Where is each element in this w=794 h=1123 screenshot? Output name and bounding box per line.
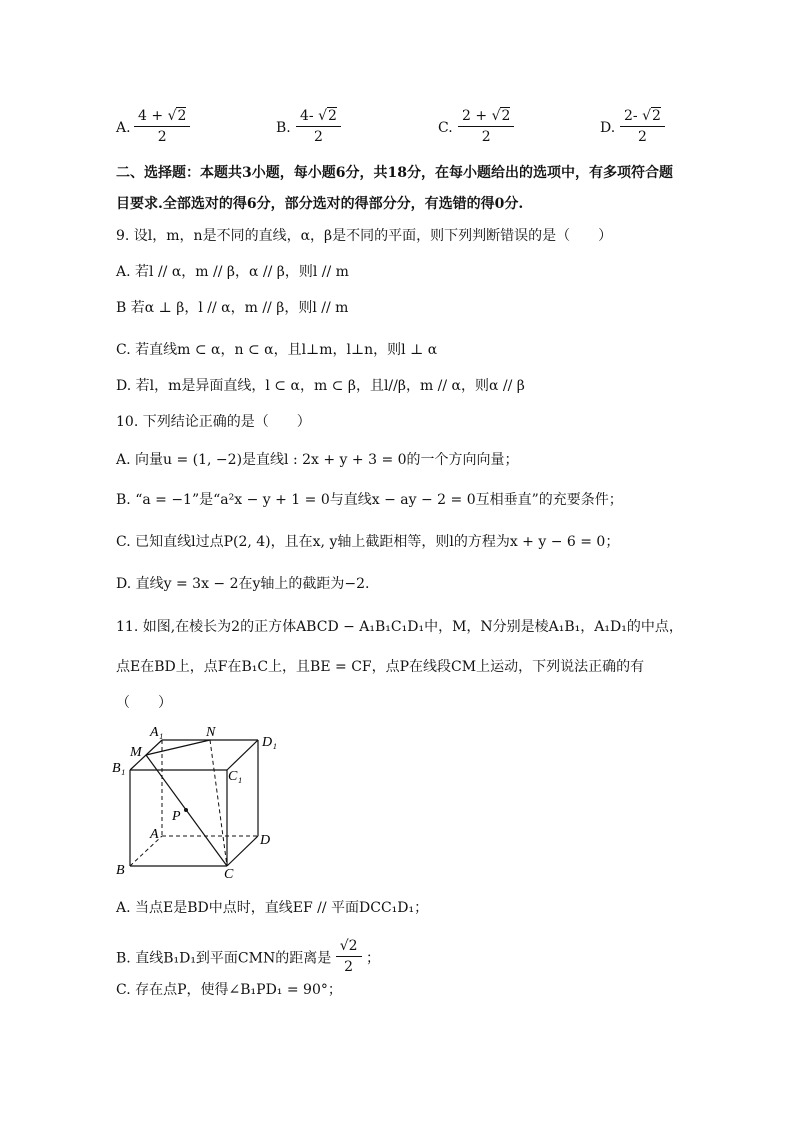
edge-d1-c1 [227,740,258,770]
q9-option-d: D. 若l，m是异面直线，l ⊂ α，m ⊂ β，且l//β，m // α，则α // β [116,378,525,394]
section-header-line2: 目要求.全部选对的得6分，部分选对的得部分分，有选错的得0分. [116,196,524,212]
q11-stem-line3: （ ） [116,695,172,711]
q11-option-b-end: ； [365,950,380,967]
label-c1: C₁ [228,769,243,784]
option-b-fraction: $\frac{4- √2}{2}$ [296,106,341,147]
option-c-label: C. [438,120,453,136]
option-d-label: D. [600,120,616,136]
section-header-line1: 二、选择题：本题共3小题，每小题6分，共18分，在每小题给出的选项中，有多项符合题 [116,165,673,181]
q11-stem-line2: 点E在BD上，点F在B₁C上，且BE = CF，点P在线段CM上运动，下列说法正确的有 [116,659,645,675]
option-d-fraction: $\frac{2- √2}{2}$ [620,106,665,147]
q9-option-a: A. 若l // α，m // β，α // β，则l // m [116,264,349,280]
q11-option-b-fraction: $\frac{√2}{2}$ [336,936,362,977]
q10-option-d: D. 直线y = 3x − 2在y轴上的截距为−2. [116,576,370,592]
label-d1: D₁ [262,735,277,750]
label-p: P [172,809,181,824]
q10-option-a: A. 向量u = (1, −2)是直线l : 2x + y + 3 = 0的一个方向向量； [116,452,519,468]
q9-option-c: C. 若直线m ⊂ α，n ⊂ α，且l⊥m，l⊥n，则l ⊥ α [116,342,438,358]
label-m: M [130,745,142,760]
q11-option-c: C. 存在点P，使得∠B₁PD₁ = 90°； [116,982,342,998]
edge-d-c [227,836,258,866]
q11-stem-line1: 11. 如图,在棱长为2的正方体ABCD − A₁B₁C₁D₁中，M，N分别是棱A₁B₁，A₁D₁的中点， [116,619,683,635]
label-b: B [116,863,125,878]
label-a1: A₁ [150,725,164,740]
option-a-label: A. [116,120,131,136]
q10-option-b: B. “a = −1”是“a²x − y + 1 = 0与直线x − ay − 2 = 0互相垂直”的充要条件； [116,492,623,508]
label-a: A [150,827,159,842]
q11-option-b-text: B. 直线B₁D₁到平面CMN的距离是 [116,950,332,967]
q11-option-a: A. 当点E是BD中点时，直线EF // 平面DCC₁D₁； [116,900,429,916]
q9-option-b: B 若α ⊥ β，l // α，m // β，则l // m [116,300,349,316]
q10-stem: 10. 下列结论正确的是（ ） [116,414,311,430]
option-c-fraction: $\frac{2 + √2}{2}$ [458,106,514,147]
label-b1: B₁ [112,761,126,776]
option-b-label: B. [276,120,291,136]
q9-stem: 9. 设l，m，n是不同的直线，α，β是不同的平面，则下列判断错误的是（ ） [116,228,613,244]
option-a-fraction: $\frac{4 + √2}{2}$ [134,106,190,147]
q11-option-b [116,938,380,979]
label-d: D [260,833,271,848]
label-n: N [206,725,216,740]
q10-option-c: C. 已知直线l过点P(2, 4)，且在x, y轴上截距相等，则l的方程为x + y − 6 = 0； [116,534,620,550]
label-c: C [224,867,234,882]
cube-figure [110,722,290,882]
point-p [184,808,188,812]
segment-m-n [146,740,210,755]
